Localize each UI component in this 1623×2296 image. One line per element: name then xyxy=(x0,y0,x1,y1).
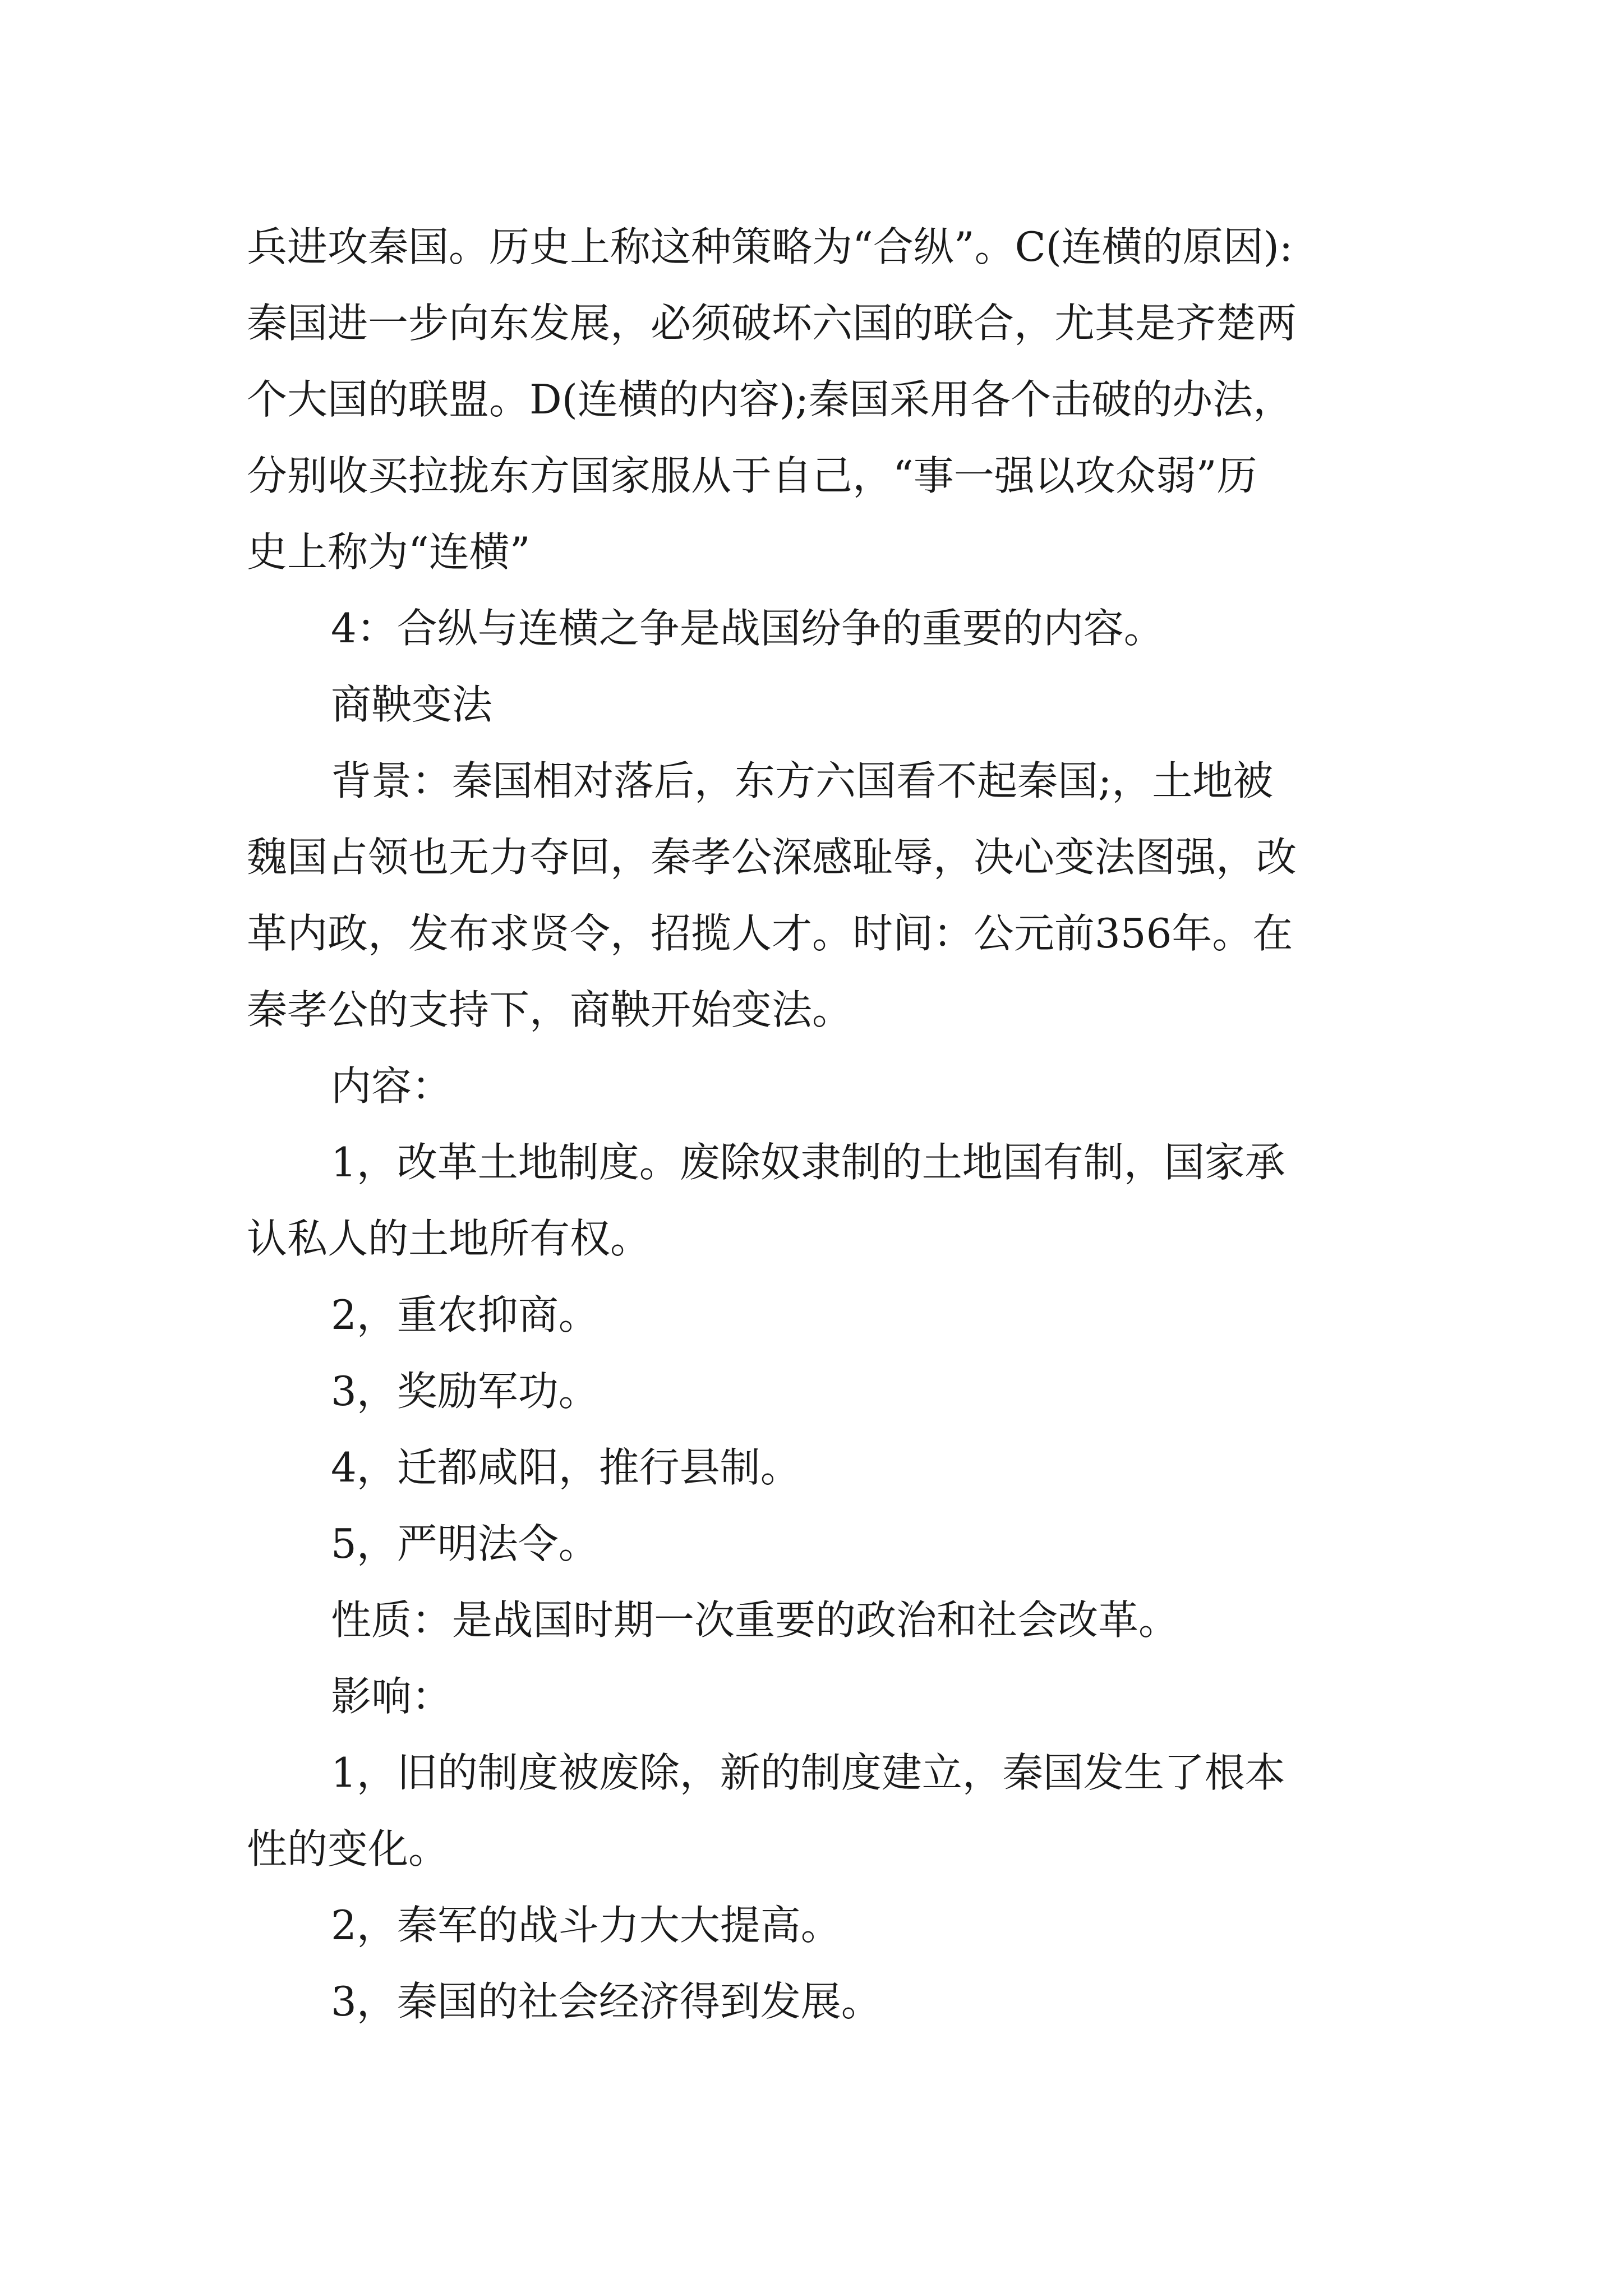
text-line: 史上称为“连横” xyxy=(247,528,531,576)
list-item: 4，迁都咸阳，推行县制。 xyxy=(331,1444,801,1491)
list-item: 2，秦军的战斗力大大提高。 xyxy=(331,1902,841,1949)
section-heading: 商鞅变法 xyxy=(331,681,493,728)
list-item: 2，重农抑商。 xyxy=(331,1291,599,1338)
text-line: 4：合纵与连横之争是战国纷争的重要的内容。 xyxy=(331,605,1164,652)
text-line: 分别收买拉拢东方国家服从于自己，“事一强以攻众弱”历 xyxy=(247,452,1257,499)
text-line: 性的变化。 xyxy=(247,1825,449,1872)
text-line: 个大国的联盟。D(连横的内容);秦国采用各个击破的办法， xyxy=(247,376,1294,423)
text-line: 秦孝公的支持下，商鞅开始变法。 xyxy=(247,986,853,1033)
list-item: 1，改革土地制度。废除奴隶制的土地国有制，国家承 xyxy=(331,1139,1285,1186)
list-item: 3，秦国的社会经济得到发展。 xyxy=(331,1978,882,2025)
subheading: 内容： xyxy=(331,1062,453,1110)
text-line: 背景：秦国相对落后，东方六国看不起秦国;，土地被 xyxy=(331,757,1274,804)
subheading: 影响： xyxy=(331,1673,453,1720)
text-line: 秦国进一步向东发展，必须破坏六国的联合，尤其是齐楚两 xyxy=(247,300,1297,347)
text-line: 革内政，发布求贤令，招揽人才。时间：公元前356年。在 xyxy=(247,910,1293,957)
text-line: 认私人的土地所有权。 xyxy=(247,1215,651,1262)
list-item: 3，奖励军功。 xyxy=(331,1368,599,1415)
text-line: 性质：是战国时期一次重要的政治和社会改革。 xyxy=(331,1596,1179,1644)
list-item: 5，严明法令。 xyxy=(331,1520,599,1567)
text-line: 魏国占领也无力夺回，秦孝公深感耻辱，决心变法图强，改 xyxy=(247,834,1297,881)
document-body xyxy=(247,209,1391,2040)
text-line: 兵进攻秦国。历史上称这种策略为“合纵”。C(连横的原因): xyxy=(247,223,1293,270)
list-item: 1，旧的制度被废除，新的制度建立，秦国发生了根本 xyxy=(331,1749,1285,1796)
